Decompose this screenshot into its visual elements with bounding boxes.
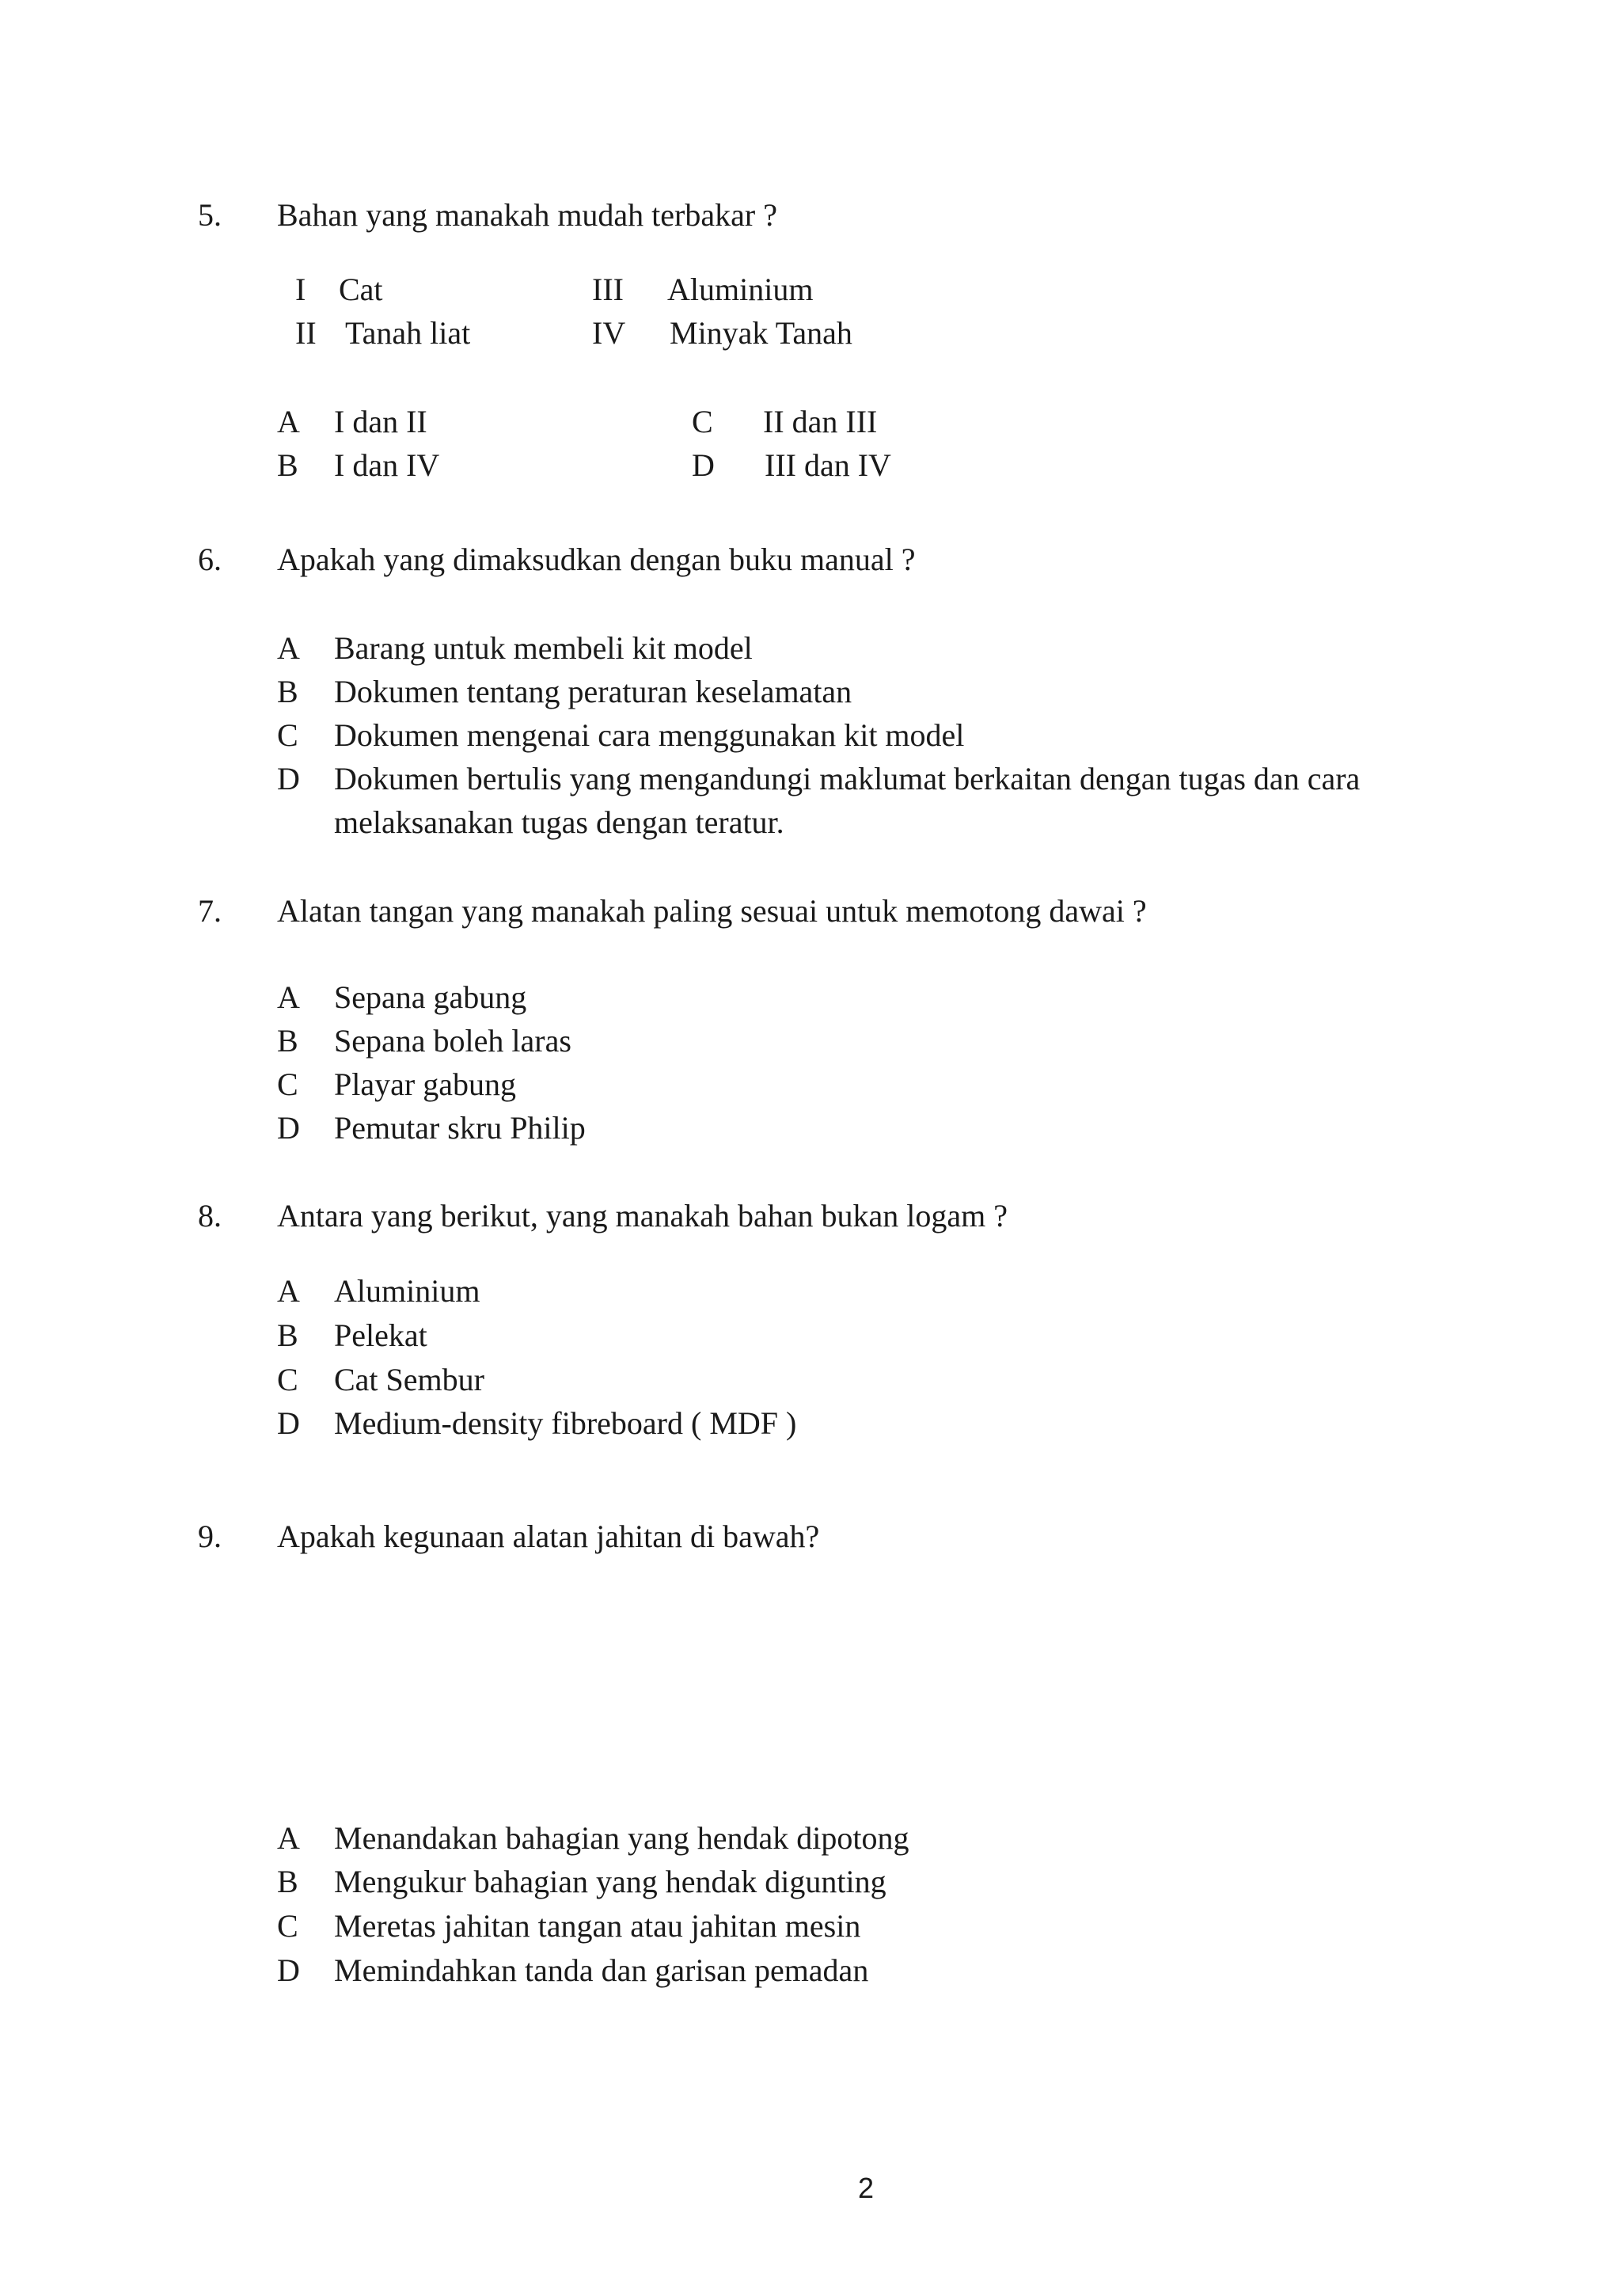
- option-letter: A: [277, 979, 300, 1015]
- statement-label: Tanah liat: [345, 315, 471, 351]
- option-text: Pelekat: [334, 1317, 427, 1353]
- option-text: Menandakan bahagian yang hendak dipotong: [334, 1820, 909, 1856]
- statement-roman: I: [295, 272, 306, 307]
- page-number: 2: [858, 2172, 875, 2204]
- option-letter: C: [692, 404, 713, 439]
- question-number: 5.: [198, 197, 222, 233]
- statement-roman: III: [592, 272, 624, 307]
- option-text: Sepana gabung: [334, 979, 527, 1015]
- option-text: Medium-density fibreboard ( MDF ): [334, 1405, 797, 1441]
- option-letter: B: [277, 1023, 298, 1059]
- option-text: Dokumen tentang peraturan keselamatan: [334, 674, 852, 709]
- question-number: 9.: [198, 1519, 222, 1554]
- statement-label: Aluminium: [667, 272, 814, 307]
- option-letter: D: [277, 1952, 300, 1988]
- option-text: Dokumen mengenai cara menggunakan kit model: [334, 717, 965, 753]
- option-letter: A: [277, 630, 300, 666]
- option-letter: A: [277, 404, 300, 439]
- statement-roman: IV: [592, 315, 626, 351]
- option-letter: D: [277, 1405, 300, 1441]
- question-text: Bahan yang manakah mudah terbakar ?: [277, 197, 777, 233]
- option-letter: A: [277, 1273, 300, 1309]
- option-text: Aluminium: [334, 1273, 480, 1309]
- option-letter: D: [277, 1110, 300, 1146]
- option-text: Barang untuk membeli kit model: [334, 630, 753, 666]
- option-text-continuation: melaksanakan tugas dengan teratur.: [334, 804, 784, 840]
- statement-label: Minyak Tanah: [670, 315, 852, 351]
- question-text: Alatan tangan yang manakah paling sesuai untuk memotong dawai ?: [277, 893, 1147, 929]
- option-text: Pemutar skru Philip: [334, 1110, 586, 1146]
- option-text: I dan IV: [334, 447, 440, 483]
- statement-label: Cat: [339, 272, 383, 307]
- option-letter: D: [692, 447, 715, 483]
- option-letter: C: [277, 1908, 298, 1944]
- option-text: Cat Sembur: [334, 1362, 484, 1397]
- question-number: 8.: [198, 1198, 222, 1234]
- option-letter: C: [277, 1066, 298, 1102]
- question-text: Antara yang berikut, yang manakah bahan bukan logam ?: [277, 1198, 1008, 1234]
- option-letter: B: [277, 1317, 298, 1353]
- question-text: Apakah kegunaan alatan jahitan di bawah?: [277, 1519, 820, 1554]
- option-letter: B: [277, 1864, 298, 1899]
- option-text: Sepana boleh laras: [334, 1023, 571, 1059]
- option-text: Dokumen bertulis yang mengandungi maklumat berkaitan dengan tugas dan cara: [334, 761, 1361, 796]
- question-number: 6.: [198, 542, 222, 577]
- option-text: Memindahkan tanda dan garisan pemadan: [334, 1952, 869, 1988]
- option-text: Meretas jahitan tangan atau jahitan mesin: [334, 1908, 861, 1944]
- statement-roman: II: [295, 315, 317, 351]
- option-text: Playar gabung: [334, 1066, 516, 1102]
- option-letter: B: [277, 674, 298, 709]
- question-number: 7.: [198, 893, 222, 929]
- option-text: I dan II: [334, 404, 427, 439]
- option-text: II dan III: [763, 404, 878, 439]
- option-letter: B: [277, 447, 298, 483]
- option-letter: C: [277, 717, 298, 753]
- option-letter: A: [277, 1820, 300, 1856]
- option-letter: D: [277, 761, 300, 796]
- option-text: Mengukur bahagian yang hendak digunting: [334, 1864, 886, 1899]
- question-text: Apakah yang dimaksudkan dengan buku manual ?: [277, 542, 916, 577]
- option-text: III dan IV: [765, 447, 891, 483]
- option-letter: C: [277, 1362, 298, 1397]
